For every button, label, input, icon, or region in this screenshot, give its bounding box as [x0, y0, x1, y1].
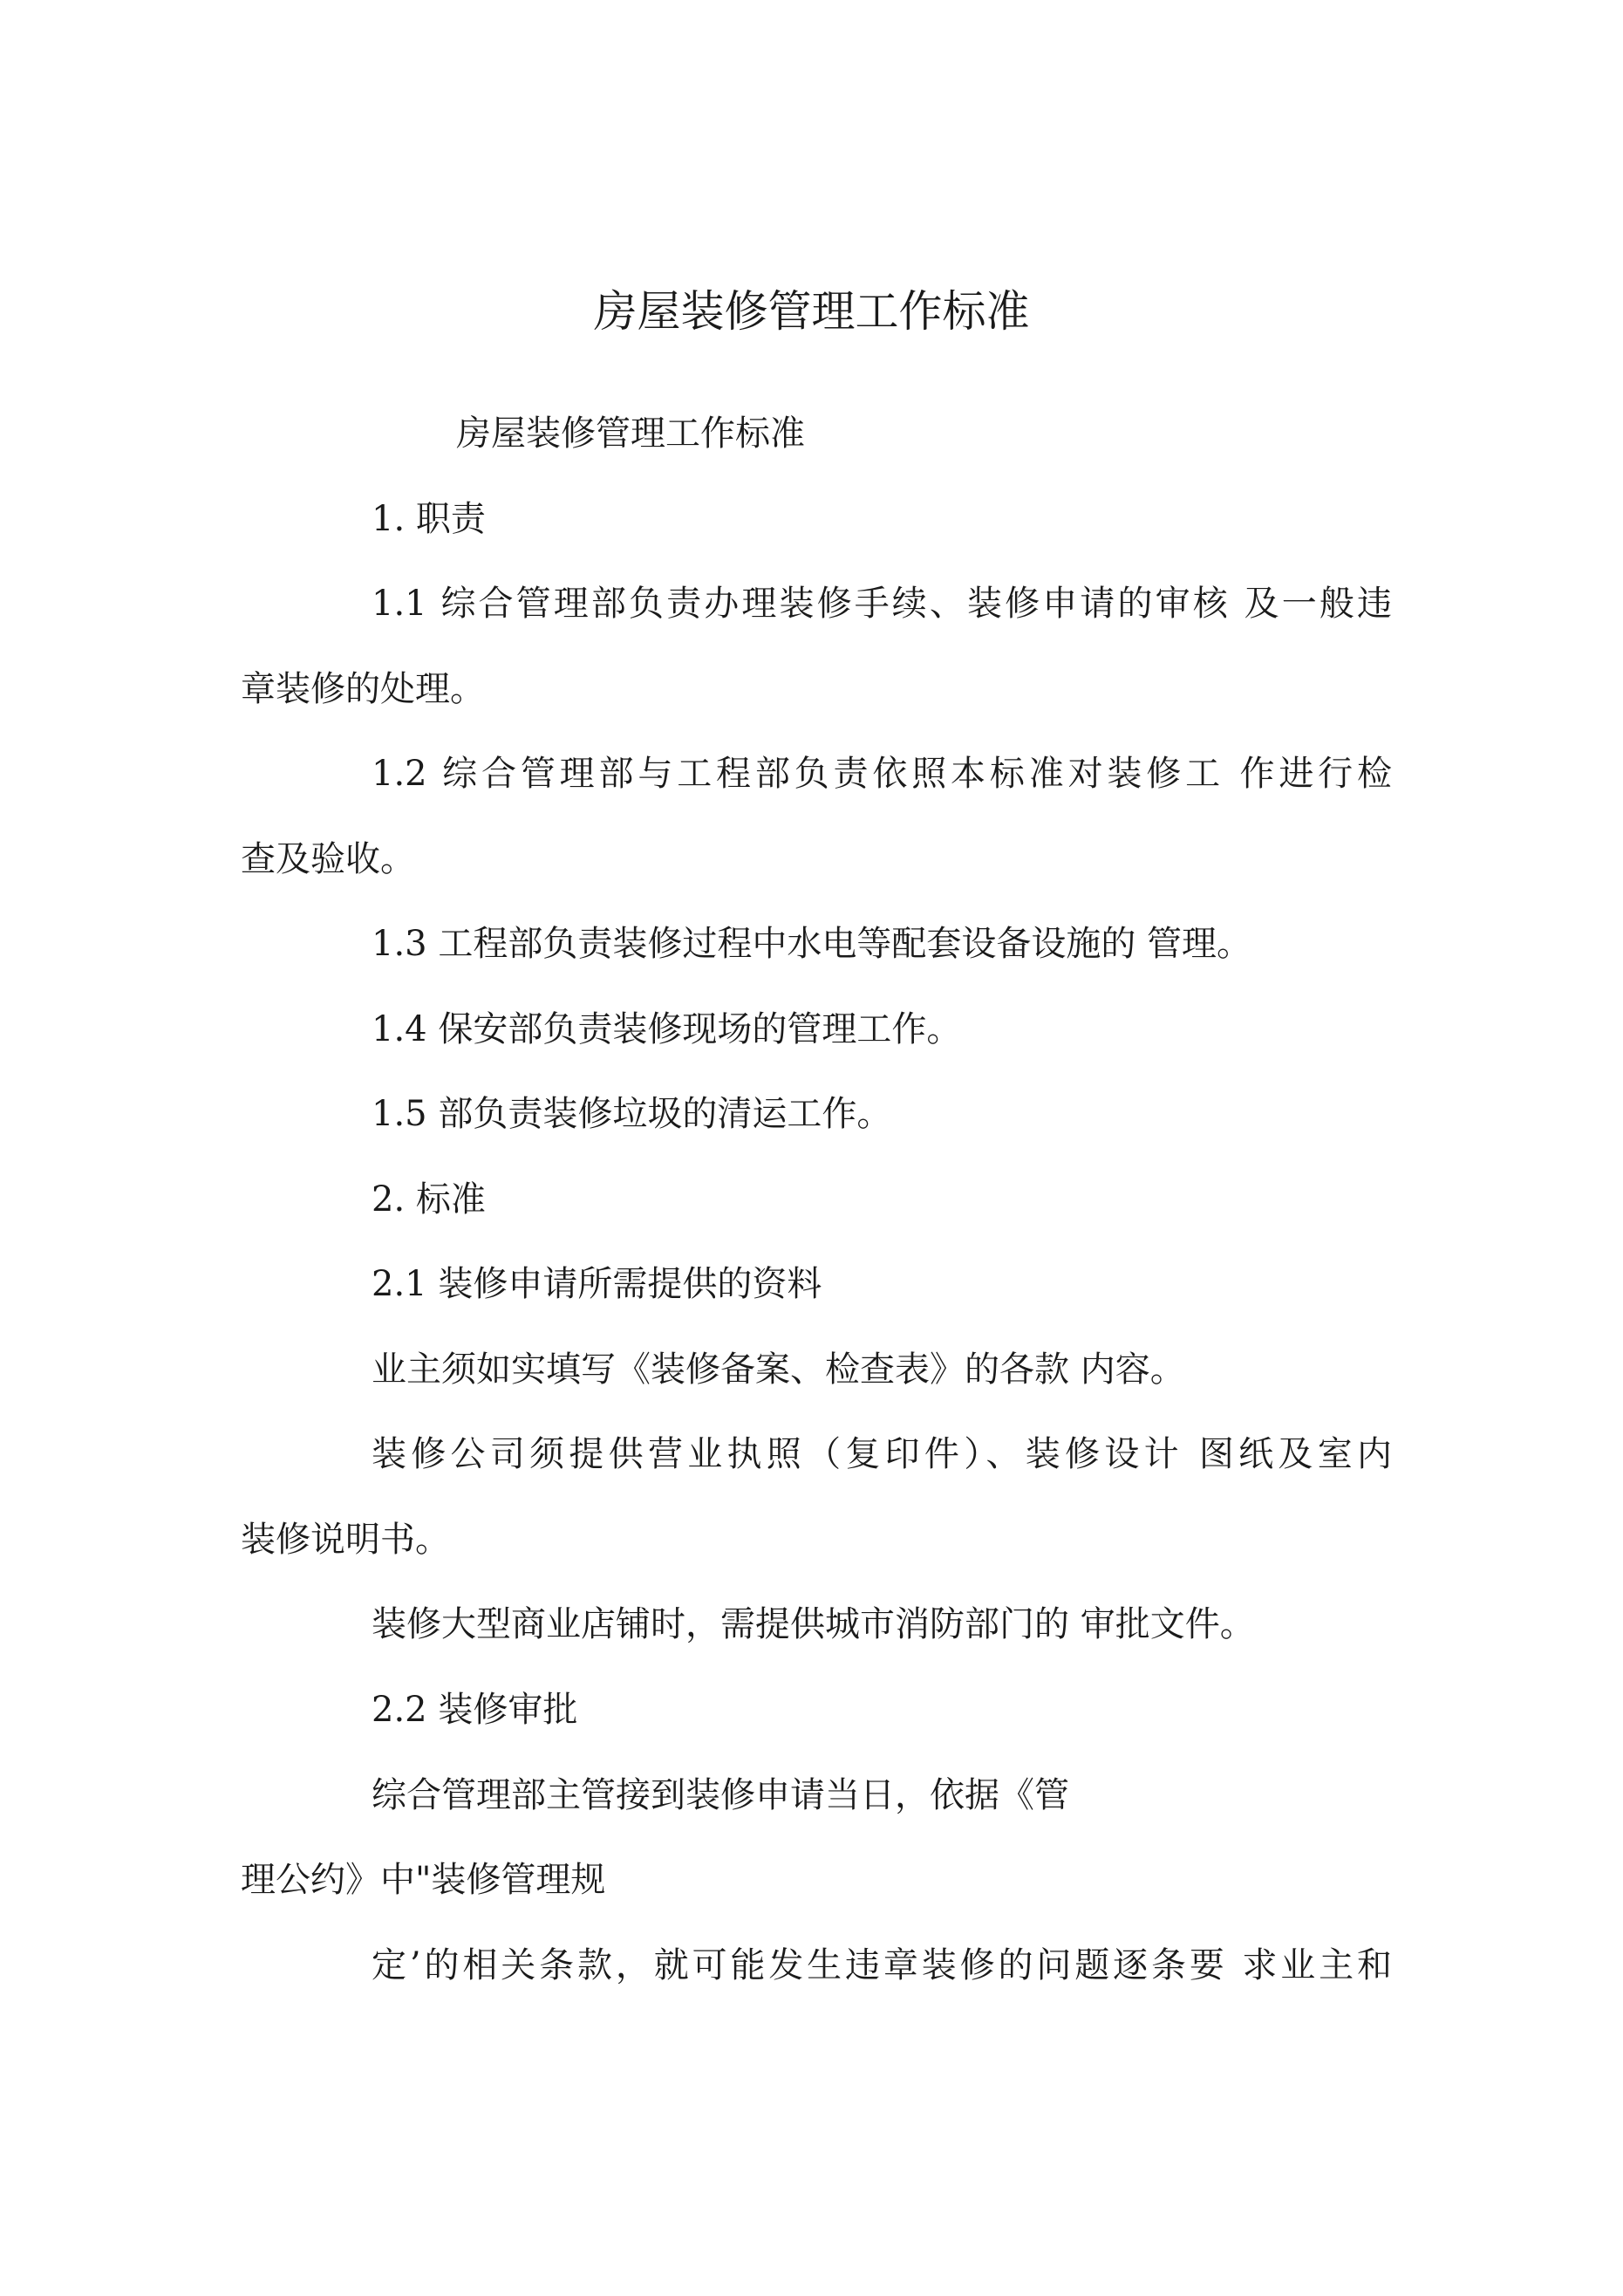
paragraph-line: 理公约》中"装修管理规	[241, 1860, 606, 1900]
subsection-heading: 2.2 装修审批	[372, 1690, 578, 1730]
paragraph-line: 装修说明书。	[241, 1520, 450, 1560]
paragraph-line: 查及验收。	[241, 839, 415, 879]
paragraph-line: 1.1 综合管理部负责办理装修手续、装修申请的审核 及一般违	[372, 584, 1392, 624]
document-title: 房屋装修管理工作标准	[593, 286, 1030, 337]
paragraph-line: 装修公司须提供营业执照（复印件）、装修设计 图纸及室内	[372, 1434, 1392, 1474]
paragraph-line: 定’的相关条款，就可能发生违章装修的问题逐条要 求业主和	[372, 1945, 1392, 1985]
paragraph-line: 1.5 部负责装修垃圾的清运工作。	[372, 1094, 892, 1134]
paragraph-line: 章装修的处理。	[241, 669, 485, 709]
paragraph-line: 1.2 综合管理部与工程部负责依照本标准对装修工 作进行检	[372, 754, 1392, 794]
subtitle-line: 房屋装修管理工作标准	[456, 413, 805, 454]
paragraph-line: 装修大型商业店铺时，需提供城市消防部门的 审批文件。	[372, 1604, 1255, 1644]
paragraph-line: 业主须如实填写《装修备案、检查表》的各款 内容。	[372, 1350, 1185, 1390]
section-heading: 2. 标准	[372, 1179, 486, 1220]
paragraph-line: 1.4 保安部负责装修现场的管理工作。	[372, 1009, 962, 1049]
paragraph-line: 综合管理部主管接到装修申请当日，依据《管	[372, 1775, 1069, 1815]
paragraph-line: 1.3 工程部负责装修过程中水电等配套设备设施的 管理。	[372, 924, 1252, 964]
section-heading: 1. 职责	[372, 499, 486, 539]
subsection-heading: 2.1 装修申请所需提供的资料	[372, 1264, 822, 1304]
